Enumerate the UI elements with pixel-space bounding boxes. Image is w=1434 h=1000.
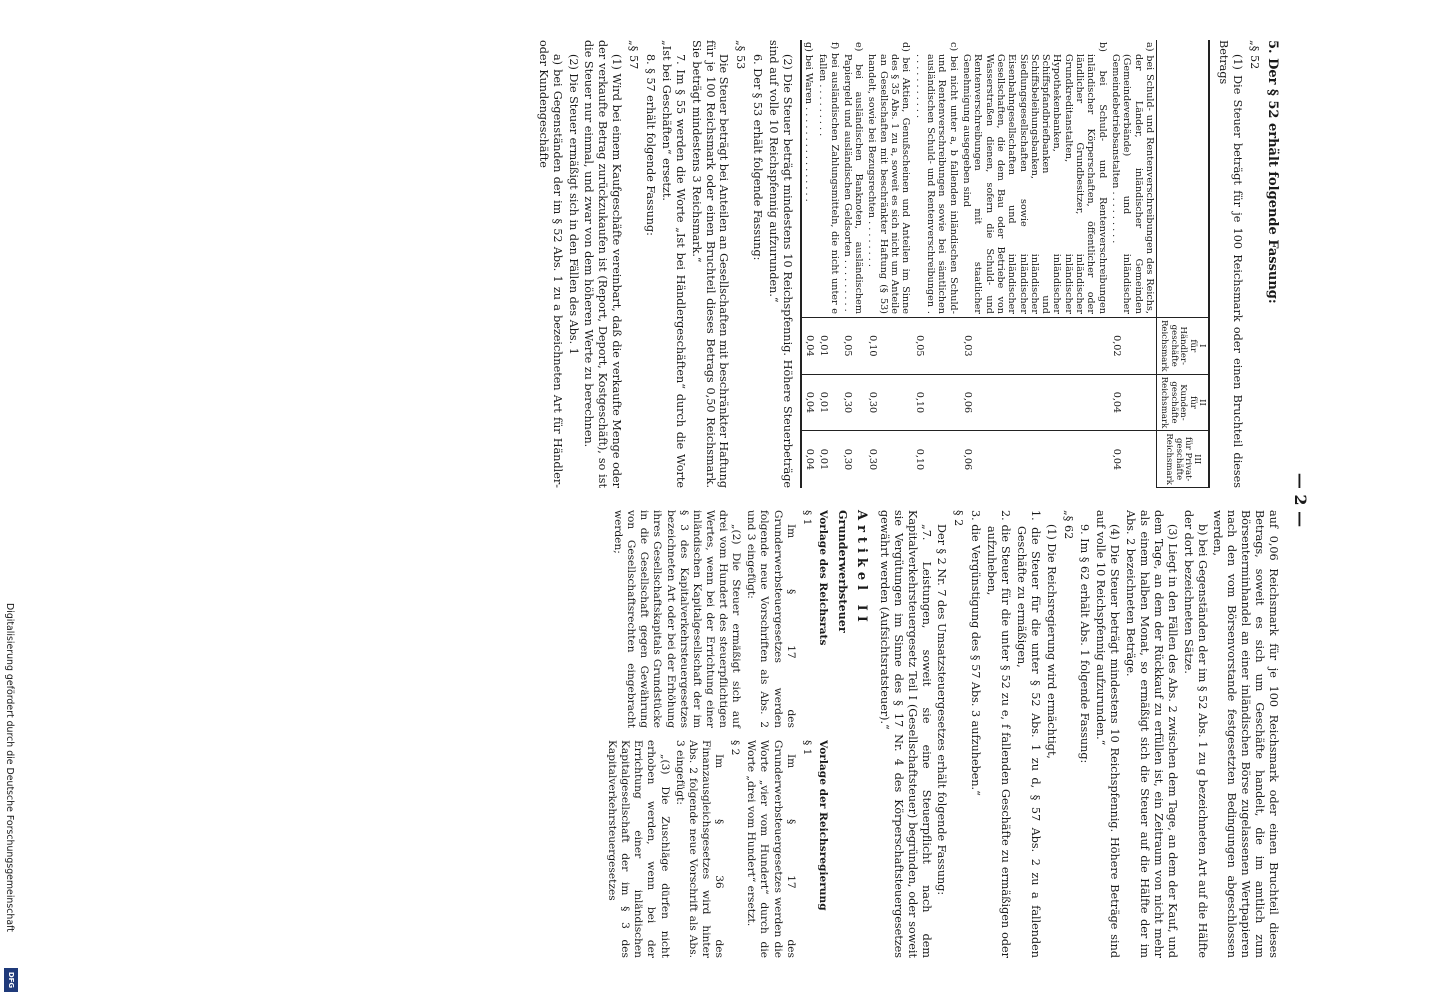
para-57-3: (3) Liegt in den Fällen des Abs. 2 zwischen dem Tage, an dem der Kauf, und dem Tage, an dem der Rückkauf zu erfüllen ist, ein Zeitraum von nicht mehr als einem halben Monat, so ermäßigt sich die Steuer auf die Hälfte der im Abs. 2 bezeichneten Beträge. <box>1124 510 1179 958</box>
table-row <box>912 40 959 488</box>
artikel-subheading: Grunderwerbsteuer <box>835 510 850 633</box>
row-value-2: 0,04 <box>1109 374 1157 431</box>
para-62-text: (1) Die Reichsregierung wird ermächtigt, <box>1044 524 1058 759</box>
col-1-number: I <box>1197 344 1208 348</box>
para-57-2a: a) bei Gegenständen der im § 52 Abs. 1 zu a bezeichneten Art für Händler- oder Kundengeschäfte <box>536 40 564 488</box>
reichsrat-par-2: „(2) Die Steuer ermäßigt sich auf drei vom Hundert des steuerpflichtigen Wertes, wenn bei der Errichtung einer inländischen Kapitalgesellschaft der im § 3 des Kapitalverkehrsteuergesetzes bezeichneten Art oder bei der Erhöhung ihres Gesellschaftskapitals Grundstücke in die Gesellschaft gegen Gewährung von Gesellschaftsrechten eingebracht werden; <box>612 510 743 728</box>
row-value-1: 0,02 <box>1109 317 1157 374</box>
list-item: 2. die Steuer für die unter § 52 zu e, f fallenden Geschäfte zu ermäßigen oder aufzuheben, <box>985 510 1012 958</box>
section-2-text: Der § 2 Nr. 7 des Umsatzsteuergesetzes erhält folgende Fassung: <box>935 524 949 896</box>
row-description: c) bei nicht unter a, b fallenden inländischen Schuld- und Rentenverschreibungen sowie bei sämtlichen ausländischen Schuld- und Rentenverschreibungen . . . . . . . . . . . . <box>912 40 959 317</box>
row-value-2: 0,06 <box>960 374 1109 431</box>
col-3-label: für Privat-geschäfte <box>1173 436 1194 482</box>
reichsregierung-par-1-label: § 1 <box>800 740 813 756</box>
row-value-1: 0,04 <box>801 317 816 374</box>
row-value-2: 0,30 <box>841 374 866 431</box>
row-value-2: 0,04 <box>801 374 816 431</box>
table-row <box>801 40 816 488</box>
left-column <box>534 40 1280 488</box>
table-row <box>960 40 1109 488</box>
table-header-row <box>1156 40 1209 488</box>
row-value-3: 0,06 <box>961 448 973 471</box>
section-2-quote: „7. Leistungen, soweit sie eine Steuerpflicht nach dem Kapitalverkehrsteuergesetz Teil I (Gesellschaftsteuer) begründen, oder soweit sie Vergütungen im Sinne des § 17 Nr. 4 des Körperschaftsteuergesetzes gewährt werden (Aufsichtsratsteuer).“ <box>877 510 933 958</box>
item-6: 6. Der § 53 erhält folgende Fassung: <box>751 54 765 261</box>
list-item: 3. die Vergünstigung des § 57 Abs. 3 aufzuheben.“ <box>969 510 983 796</box>
rotated-document <box>40 40 1310 960</box>
col-3-unit: Reichsmark <box>1164 433 1175 485</box>
reichsregierung-par-2: Im § 36 des Finanzausgleichsgesetzes wird hinter Abs. 2 folgende neue Vorschrift als Abs. 3 eingefügt: <box>673 740 726 958</box>
para-57-2: (2) Die Steuer ermäßigt sich in den Fällen des Abs. 1 <box>566 54 580 355</box>
para-57-1: (1) Wird bei einem Kaufgeschäfte vereinbart, daß die verkaufte Menge oder der verkaufte Betrag zurückzukaufen ist (Report, Deport, Kostgeschäft), so ist die Steuer nur einmal, und zwar von dem höheren Werte zu berechnen. <box>582 40 624 488</box>
digitization-credit-text: Digitalisierung gefördert durch die Deutsche Forschungsgemeinschaft <box>4 603 15 932</box>
row-value-1: 0,05 <box>841 317 866 374</box>
table-header-col-1 <box>1156 317 1209 374</box>
table-row <box>1109 40 1157 488</box>
reichsregierung-par-1: Im § 17 des Grunderwerbsteuergesetzes werden die Worte „vier vom Hundert“ durch die Worte „drei vom Hundert“ ersetzt. <box>745 740 797 958</box>
reichsregierung-par-2-label: § 2 <box>729 740 742 756</box>
para-52-2: (2) Die Steuer beträgt mindestens 10 Reichspfennig. Höhere Steuerbeträge sind auf volle 10 Reichspfennig aufzurunden.“ <box>767 40 794 488</box>
row-value-2: 0,10 <box>912 374 959 431</box>
reichsregierung-heading: Vorlage der Reichsregierung <box>816 740 829 911</box>
row-value-3: 0,04 <box>801 431 816 488</box>
list-item: 1. die Steuer für die unter § 52 Abs. 1 zu d, § 57 Abs. 2 zu a fallenden Geschäfte zu ermäßigen, <box>1014 510 1042 958</box>
continuation-b: b) bei Gegenständen der im § 52 Abs. 1 zu g bezeichneten Art auf die Hälfte der dort bezeichneten Sätze. <box>1181 510 1209 958</box>
table-row <box>865 40 912 488</box>
para-53-label: „§ 53 <box>734 40 748 70</box>
row-value-3: 0,30 <box>867 448 879 471</box>
row-value-3: 0,04 <box>1110 448 1122 471</box>
comparison-columns <box>603 510 833 958</box>
section-5-heading: 5. Der § 52 erhält folgende Fassung: <box>1265 40 1280 304</box>
row-description: g) bei Waren . . . . . . . . . . . . . . . . <box>801 40 816 317</box>
row-value-1: 0,05 <box>912 317 959 374</box>
digitization-credit <box>0 603 22 995</box>
para-62-label: „§ 62 <box>1061 510 1075 540</box>
page-number: — 2 — <box>1291 472 1310 528</box>
artikel-heading: Artikel II <box>853 510 869 627</box>
reichsrat-par-1-label: § 1 <box>800 510 813 526</box>
row-value-3: 0,10 <box>914 448 926 471</box>
row-description: a) bei Schuld- und Rentenverschreibungen des Reichs, der Länder, inländischer Gemeinden (Gemeindeverbände) und inländischer Gemeindebetriebsanstalten . . . . . . . . . <box>1109 40 1157 317</box>
row-description: b) bei Schuld- und Rentenverschreibungen inländischer Körperschaften, öffentlicher oder ländlicher Grundbesitzer, inländischer Grundkreditanstalten, inländischer Hypothekenbanken, inländischer Schiffspfandbriefbanken und Schiffsbeleihungsbanken, inländischer Siedlungsgesellschaften sowie inländischer Eisenbahngesellschaften und inländischer Gesellschaften, die dem Bau oder Betriebe von Wasserstraßen dienen, sofern die Schuld- und Rentenverschreibungen mit staatlicher Genehmigung ausgegeben sind <box>960 40 1109 317</box>
row-value-2: 0,01 <box>816 374 841 431</box>
para-52-1: (1) Die Steuer beträgt für je 100 Reichsmark oder einen Bruchteil dieses Betrags <box>1217 40 1244 488</box>
item-7: 7. Im § 55 werden die Worte „Ist bei Händlergeschäften“ durch die Worte „Ist bei Geschäften“ ersetzt. <box>659 40 687 488</box>
row-description: e) bei ausländischen Banknoten, ausländischem Papiergeld und ausländischen Geldsorten . . . . . . . . . <box>841 40 866 317</box>
row-description: d) bei Aktien, Genußscheinen und Anteilen im Sinne des § 35 Abs. 1 zu a, soweit es sich nicht um Anteile an Gesellschaften mit beschränkter Haftung (§ 53) handelt, sowie bei Bezugsrechten . . . . . . . . <box>865 40 912 317</box>
col-2-unit: Reichsmark <box>1159 376 1170 429</box>
dfg-logo-text: DFG <box>7 971 15 989</box>
col-1-label: für Händler-geschäfte <box>1168 324 1198 367</box>
col-2-number: II <box>1197 399 1208 406</box>
table-row <box>841 40 866 488</box>
col-1-unit: Reichsmark <box>1159 319 1170 372</box>
col-2-label: für Kunden-geschäfte <box>1168 381 1198 424</box>
reichsrat-column <box>603 510 833 728</box>
reichsrat-par-1: Im § 17 des Grunderwerbsteuergesetzes werden folgende neue Vorschriften als Abs. 2 und 3 eingefügt: <box>745 510 797 728</box>
right-column <box>603 510 1280 958</box>
col-3-number: III <box>1192 454 1203 465</box>
para-57-4: (4) Die Steuer beträgt mindestens 10 Reichspfennig. Höhere Beträge sind auf volle 10 Reichspfennig aufzurunden.“ <box>1094 510 1122 958</box>
row-value-3: 0,30 <box>842 448 854 471</box>
section-2-label: § 2 <box>952 510 966 527</box>
dfg-logo <box>4 968 18 992</box>
para-62-list <box>968 510 1041 958</box>
row-value-1: 0,03 <box>960 317 1109 374</box>
row-value-1: 0,01 <box>816 317 841 374</box>
para-52-label: „§ 52 <box>1247 40 1261 70</box>
table-header-col-2 <box>1156 374 1209 431</box>
table-header-empty <box>1156 40 1209 317</box>
item-8: 8. § 57 erhält folgende Fassung: <box>643 54 657 236</box>
table-row <box>816 40 841 488</box>
continuation-text: auf 0,06 Reichsmark für je 100 Reichsmark oder einen Bruchteil dieses Betrags, soweit es sich um Geschäfte handelt, die im amtlich zum Börsenterminhandel an einer inländischen Börse zugelassenen Wertpapieren nach den vom Börsenvorstande festgesetzten Bedingungen abgeschlossen werden, <box>1211 510 1280 958</box>
table-header-col-3 <box>1156 431 1209 488</box>
row-description: f) bei ausländischen Zahlungsmitteln, die nicht unter e fallen . . . . . . . . . <box>816 40 841 317</box>
reichsregierung-par-3: „(3) Die Zuschläge dürfen nicht erhoben werden, wenn bei der Errichtung einer inländischen Kapitalgesellschaft der im § 3 des Kapitalverkehrsteuergesetzes <box>606 740 671 958</box>
row-value-2: 0,30 <box>865 374 912 431</box>
item-9: 9. Im § 62 erhält Abs. 1 folgende Fassung: <box>1078 524 1092 764</box>
tax-rate-table <box>800 40 1210 488</box>
reichsrat-heading: Vorlage des Reichsrats <box>816 510 829 646</box>
row-value-1: 0,10 <box>865 317 912 374</box>
reichsregierung-column <box>603 740 833 958</box>
row-value-3: 0,01 <box>817 448 829 471</box>
para-53-text: Die Steuer beträgt bei Anteilen an Gesellschaften mit beschränkter Haftung für je 100 Reichsmark oder einen Bruchteil dieses Betrags 0,50 Reichsmark. Sie beträgt mindestens 3 Reichsmark.“ <box>689 40 731 488</box>
para-57-label: „§ 57 <box>627 40 641 70</box>
